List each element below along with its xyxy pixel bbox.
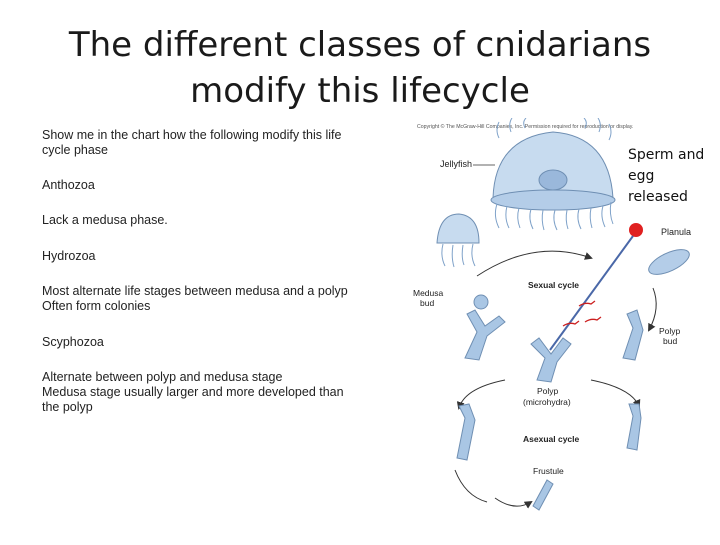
intro-line-2: cycle phase: [42, 143, 109, 157]
intro-line-1: Show me in the chart how the following modify this life: [42, 128, 342, 142]
label-polyp-bud-2: bud: [663, 336, 678, 346]
asexual-polyp-right: [627, 404, 641, 450]
scyphozoa-desc-1: Alternate between polyp and medusa stage: [42, 370, 283, 384]
cycle-arrow-top: [477, 251, 591, 276]
center-polyp-illustration: [531, 338, 571, 382]
hydrozoa-desc-1: Most alternate life stages between medusa and a polyp: [42, 284, 348, 298]
jellyfish-illustration: [491, 118, 615, 230]
sperm-egg-annotation: [628, 145, 718, 208]
asexual-arrow-bottom: [455, 470, 487, 502]
planula-illustration: [645, 245, 692, 280]
polyp-bud-illustration: [623, 310, 643, 360]
title-line-1: The different classes of cnidarians: [68, 25, 652, 65]
hydrozoa-desc-2: Often form colonies: [42, 299, 151, 313]
annotation-line-3: released: [628, 189, 688, 205]
sperm-marks: [563, 301, 601, 326]
annotation-line-1: Sperm and: [628, 147, 705, 163]
copyright-notice: Copyright © The McGraw-Hill Companies, Inc. Permission required for reproduction or display.: [417, 124, 634, 130]
annotation-line-2: egg: [628, 168, 655, 184]
class-name-hydrozoa: Hydrozoa: [42, 249, 96, 263]
title-line-2: modify this lifecycle: [190, 71, 530, 111]
text-column: [42, 128, 387, 415]
frustule-illustration: [533, 480, 553, 510]
class-name-scyphozoa: Scyphozoa: [42, 335, 104, 349]
medusa-bud-polyp-illustration: [465, 295, 505, 360]
asexual-arrow-left: [459, 380, 505, 408]
label-polyp-bud-1: Polyp: [659, 326, 681, 336]
cycle-arrow-right: [649, 288, 656, 330]
asexual-polyp-left: [457, 404, 475, 460]
release-marker: [629, 223, 643, 237]
release-arrow: [550, 236, 633, 350]
scyphozoa-desc-2: Medusa stage usually larger and more developed than: [42, 385, 344, 399]
label-medusa-bud-1: Medusa: [413, 288, 444, 298]
label-frustule: Frustule: [533, 466, 564, 476]
label-sexual-cycle: Sexual cycle: [528, 280, 580, 290]
scyphozoa-desc-3: the polyp: [42, 400, 93, 414]
label-jellyfish: Jellyfish: [440, 159, 473, 169]
frustule-arrow: [495, 498, 531, 506]
anthozoa-desc: Lack a medusa phase.: [42, 213, 168, 227]
label-medusa-bud-2: bud: [420, 298, 435, 308]
label-asexual-cycle: Asexual cycle: [523, 434, 580, 444]
label-polyp-1: Polyp: [537, 386, 559, 396]
small-medusa-illustration: [437, 214, 479, 267]
slide-title: [40, 22, 680, 114]
asexual-arrow-right: [591, 380, 639, 406]
label-polyp-2: (microhydra): [523, 397, 571, 407]
class-name-anthozoa: Anthozoa: [42, 178, 95, 192]
label-planula: Planula: [661, 227, 692, 237]
